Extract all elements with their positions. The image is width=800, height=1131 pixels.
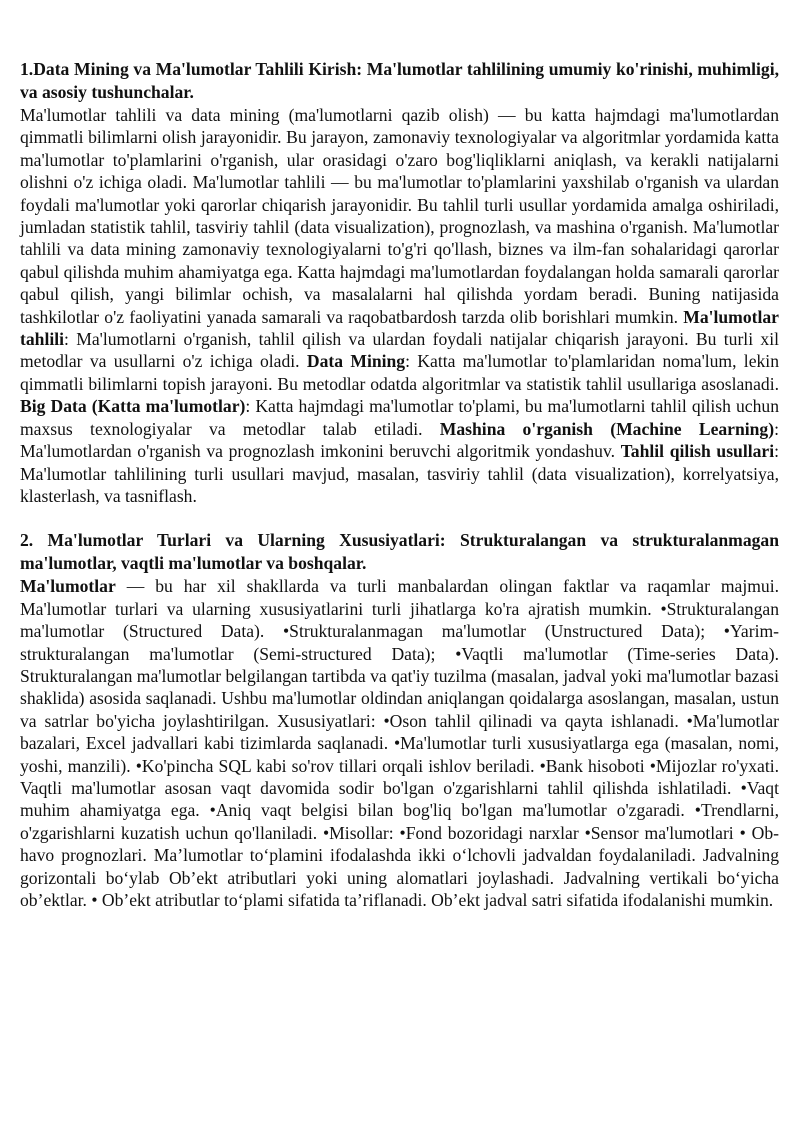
section-2-heading: 2. Ma'lumotlar Turlari va Ularning Xususiyatlari: Strukturalangan va strukturalanmagan ma'lumotlar, vaqtli ma'lumotlar va boshqalar. xyxy=(20,530,779,574)
section-spacer xyxy=(20,507,779,529)
section-2-body: — bu har xil shakllarda va turli manbalardan olingan faktlar va raqamlar majmui. Ma'lumotlar turlari va ularning xususiyatlarini turli jihatlarga ko'ra ajratish mumkin. •Strukturalangan ma'lumotlar (Structured Data). •Strukturalanmagan ma'lumotlar (Unstructured Data); •Yarim-strukturalangan ma'lumotlar (Semi-structured Data); •Vaqtli ma'lumotlar (Time-series Data). Strukturalangan ma'lumotlar belgilangan tartibda va qat'iy tuzilma (masalan, jadval yoki ma'lumotlar bazasi shaklida) asosida saqlanadi. Ushbu ma'lumotlar oldindan aniqlangan qoidalarga asoslangan, masalan, ustun va satrlar bo'yicha joylashtirilgan. Xususiyatlari: •Oson tahlil qilinadi va qayta ishlanadi. •Ma'lumotlar bazalari, Excel jadvallari kabi tizimlarda saqlanadi. •Ma'lumotlar turli xususiyatlarga ega (masalan, nomi, yoshi, manzili). •Ko'pincha SQL kabi so'rov tillari orqali ishlov beriladi. •Bank hisoboti •Mijozlar ro'yxati. Vaqtli ma'lumotlar asosan vaqt davomida sodir bo'lgan o'zgarishlarni tahlil qilishda ishlatiladi. •Vaqt muhim ahamiyatga ega. •Aniq vaqt belgisi bilan bog'liq bo'lgan ma'lumotlar o'zgaradi. •Trendlarni, o'zgarishlarni kuzatish uchun qo'llaniladi. •Misollar: •Fond bozoridagi narxlar •Sensor ma'lumotlari • Ob-havo prognozlari. Ma’lumotlar to‘plamini ifodalashda ikki o‘lchovli jadvaldan foydalaniladi. Jadvalning gorizontali bo‘ylab Ob’ekt atributlari yoki uning alomatlari joylashadi. Jadvalning vertikali bo‘yicha ob’ektlar. • Ob’ekt atributlar to‘plami sifatida ta’riflanadi. Ob’ekt jadval satri sifatida ifodalanishi mumkin. xyxy=(20,576,779,910)
document-page xyxy=(20,58,779,911)
definition-malumotlar-tahlili: : Ma'lumotlarni o'rganish, tahlil qilish va ulardan foydali natijalar chiqarish jarayoni. Bu turli xil metodlar va usullarni o'z ichiga oladi. xyxy=(20,329,779,372)
section-1-heading: 1.Data Mining va Ma'lumotlar Tahlili Kirish: Ma'lumotlar tahlilining umumiy ko'rinishi, muhimligi, va asosiy tushunchalar. xyxy=(20,59,779,102)
definition-data-mining: : Katta ma'lumotlar to'plamlaridan noma'lum, lekin qimmatli bilimlarni topish jarayoni. Bu metodlar odatda algoritmlar va statistik tahlil usullariga asoslanadi. xyxy=(20,351,779,394)
section-1-paragraph xyxy=(20,104,779,507)
term-tahlil-usullari: Tahlil qilish usullari xyxy=(620,441,775,462)
term-mashina-organish: Mashina o'rganish (Machine Learning) xyxy=(439,418,775,439)
term-big-data: Big Data (Katta ma'lumotlar) xyxy=(20,396,246,417)
term-data-mining: Data Mining xyxy=(306,351,406,372)
section-1-intro: Ma'lumotlar tahlili va data mining (ma'lumotlarni qazib olish) — bu katta hajmdagi ma'lumotlardan qimmatli bilimlarni olish jarayonidir. Bu jarayon, zamonaviy texnologiyalar va algoritmlar yordamida katta ma'lumotlar to'plamlarini o'rganish, ular orasidagi o'zaro bog'liqliklarni aniqlash, va kerakli natijalarni olishni o'z ichiga oladi. Ma'lumotlar tahlili — bu ma'lumotlar to'plamlarini yaxshilab o'rganish va ulardan foydali ma'lumotlar yoki qarorlar chiqarish jarayonidir. Bu tahlil turli usullar yordamida amalga oshiriladi, jumladan statistik tahlil, tasviriy tahlil (data visualization), prognozlash, va mashina o'rganish. Ma'lumotlar tahlili va data mining zamonaviy texnologiyalarni to'g'ri qo'llash, biznes va ilm-fan sohalaridagi qarorlar qabul qilishda muhim ahamiyatga ega. Katta hajmdagi ma'lumotlardan foydalangan holda samarali qarorlar qabul qilish, yangi bilimlar ochish, va masalalarni hal qilishda yordam beradi. Buning natijasida tashkilotlar o'z faoliyatini yanada samarali va raqobatbardosh tarzda olib borishlari mumkin. xyxy=(20,105,779,327)
definition-big-data: : Katta hajmdagi ma'lumotlar to'plami, bu ma'lumotlarni tahlil qilish uchun maxsus texnologiyalar va metodlar talab etiladi. xyxy=(20,396,780,439)
term-malumotlar-tahlili: Ma'lumotlar tahlili xyxy=(20,306,779,350)
term-malumotlar: Ma'lumotlar xyxy=(20,576,116,597)
section-2-paragraph xyxy=(20,575,779,911)
definition-mashina-organish: : Ma'lumotlardan o'rganish va prognozlash imkonini beruvchi algoritmik yondashuv. xyxy=(20,418,779,462)
definition-tahlil-usullari: : Ma'lumotlar tahlilining turli usullari mavjud, masalan, tasviriy tahlil (data visualization), korrelyatsiya, klasterlash, va tasniflash. xyxy=(20,441,779,506)
